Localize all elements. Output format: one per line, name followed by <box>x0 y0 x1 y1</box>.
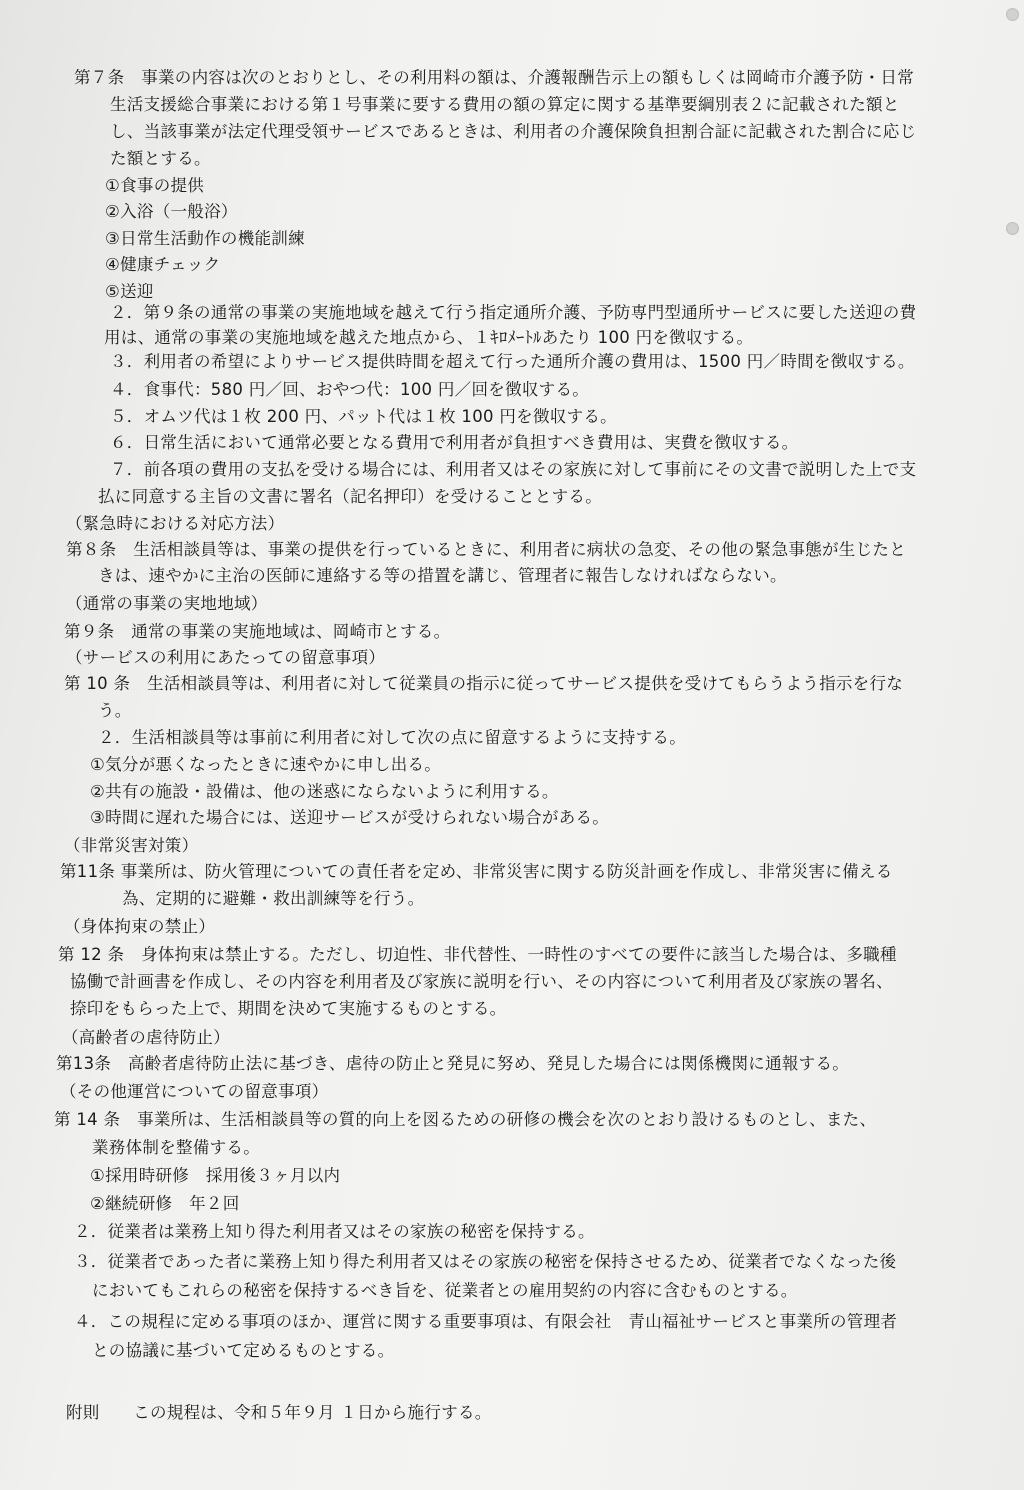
training-item: ②継続研修 年２回 <box>90 1194 240 1213</box>
supplementary-provision: 附則 この規程は、令和５年９月 １日から施行する。 <box>66 1403 492 1422</box>
service-item: ③日常生活動作の機能訓練 <box>105 229 305 248</box>
article-10-line: ２．生活相談員等は事前に利用者に対して次の点に留意するように支持する。 <box>98 728 686 747</box>
article-12-line: 第 12 条 身体拘束は禁止する。ただし、切迫性、非代替性、一時性のすべての要件に該当した場合は、多職種 <box>58 945 897 964</box>
section-heading: （緊急時における対応方法） <box>66 514 285 533</box>
article-8-line: きは、速やかに主治の医師に連絡する等の措置を講じ、管理者に報告しなければならない。 <box>98 566 787 585</box>
article-7-line: た額とする。 <box>110 149 211 168</box>
section-heading: （非常災害対策） <box>64 836 199 855</box>
notice-item: ②共有の施設・設備は、他の迷惑にならないように利用する。 <box>90 782 559 801</box>
notice-item: ①気分が悪くなったときに速やかに申し出る。 <box>90 755 442 774</box>
service-item: ①食事の提供 <box>105 176 205 195</box>
punch-hole <box>1006 8 1019 21</box>
article-12-line: 協働で計画書を作成し、その内容を利用者及び家族に説明を行い、その内容について利用者及び家族の署名、 <box>70 972 893 991</box>
article-7-clause: ５．オムツ代は１枚 200 円、パット代は１枚 100 円を徴収する。 <box>110 407 617 426</box>
article-7-clause: ７．前各項の費用の支払を受ける場合には、利用者又はその家族に対して事前にその文書で説明した上で支 <box>110 460 917 479</box>
section-heading: （身体拘束の禁止） <box>64 917 216 936</box>
article-14-clause: においてもこれらの秘密を保持するべき旨を、従業者との雇用契約の内容に含むものとする。 <box>92 1281 798 1300</box>
article-13-line: 第13条 高齢者虐待防止法に基づき、虐待の防止と発見に努め、発見した場合には関係機関に通報する。 <box>56 1054 850 1073</box>
article-7-line: 第７条 事業の内容は次のとおりとし、その利用料の額は、介護報酬告示上の額もしくは岡崎市介護予防・日常 <box>74 68 914 87</box>
article-7-clause: ３．利用者の希望によりサービス提供時間を超えて行った通所介護の費用は、1500 円／時間を徴収する。 <box>110 352 915 371</box>
section-heading: （サービスの利用にあたっての留意事項） <box>66 648 386 667</box>
article-10-line: 第 10 条 生活相談員等は、利用者に対して従業員の指示に従ってサービス提供を受けてもらうよう指示を行な <box>64 674 904 693</box>
article-14-clause: ３．従業者であった者に業務上知り得た利用者又はその家族の秘密を保持させるため、従業者でなくなった後 <box>74 1252 897 1271</box>
service-item: ⑤送迎 <box>105 282 154 301</box>
article-7-clause: ６．日常生活において通常必要となる費用で利用者が負担すべき費用は、実費を徴収する。 <box>110 433 799 452</box>
notice-item: ③時間に遅れた場合には、送迎サービスが受けられない場合がある。 <box>90 808 610 827</box>
article-7-line: し、当該事業が法定代理受領サービスであるときは、利用者の介護保険負担割合証に記載された割合に応じ <box>110 122 917 141</box>
punch-hole <box>1006 222 1019 235</box>
article-7-clause: ４．食事代：580 円／回、おやつ代：100 円／回を徴収する。 <box>110 380 590 399</box>
article-14-line: 第 14 条 事業所は、生活相談員等の質的向上を図るための研修の機会を次のとおり設けるものとし、また、 <box>54 1110 877 1129</box>
training-item: ①採用時研修 採用後３ヶ月以内 <box>90 1166 341 1185</box>
service-item: ④健康チェック <box>105 255 221 274</box>
article-9-line: 第９条 通常の事業の実施地域は、岡崎市とする。 <box>64 622 451 641</box>
article-12-line: 捺印をもらった上で、期間を決めて実施するものとする。 <box>70 999 507 1018</box>
service-item: ②入浴（一般浴） <box>105 202 238 221</box>
article-14-clause: ２．従業者は業務上知り得た利用者又はその家族の秘密を保持する。 <box>74 1222 595 1241</box>
article-10-line: う。 <box>98 701 132 720</box>
article-7-clause: ２．第９条の通常の事業の実施地域を越えて行う指定通所介護、予防専門型通所サービスに要した送迎の費 <box>110 303 917 322</box>
article-14-clause: ４．この規程に定める事項のほか、運営に関する重要事項は、有限会社 青山福祉サービスと事業所の管理者 <box>74 1312 898 1331</box>
article-7-line: 生活支援総合事業における第１号事業に要する費用の額の算定に関する基準要綱別表２に記載された額と <box>110 95 900 114</box>
article-7-clause: 用は、通常の事業の実施地域を越えた地点から、１ｷﾛﾒｰﾄﾙあたり 100 円を徴収する。 <box>104 328 754 347</box>
article-14-clause: との協議に基づいて定めるものとする。 <box>92 1341 395 1360</box>
section-heading: （高齢者の虐待防止） <box>62 1028 230 1047</box>
article-11-line: 為、定期的に避難・救出訓練等を行う。 <box>122 889 425 908</box>
section-heading: （その他運営についての留意事項） <box>60 1082 329 1101</box>
article-8-line: 第８条 生活相談員等は、事業の提供を行っているときに、利用者に病状の急変、その他の緊急事態が生じたと <box>66 540 906 559</box>
article-7-clause: 払に同意する主旨の文書に署名（記名押印）を受けることとする。 <box>98 487 602 506</box>
article-14-line: 業務体制を整備する。 <box>92 1138 260 1157</box>
article-11-line: 第11条 事業所は、防火管理についての責任者を定め、非常災害に関する防災計画を作成し、非常災害に備える <box>60 862 893 881</box>
section-heading: （通常の事業の実地地域） <box>66 594 268 613</box>
